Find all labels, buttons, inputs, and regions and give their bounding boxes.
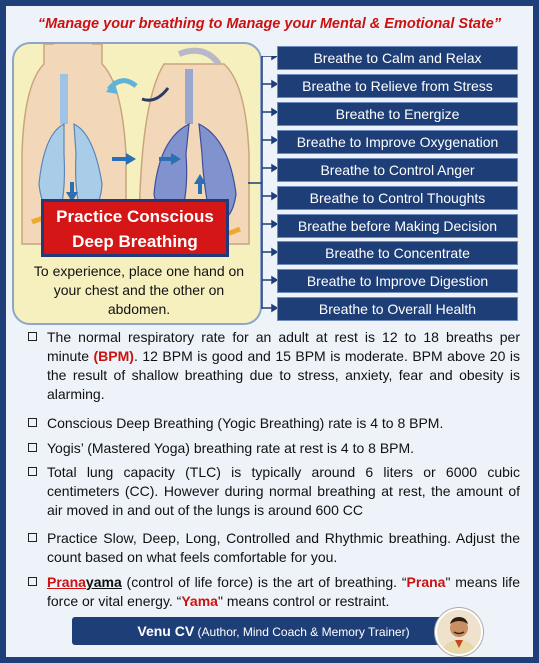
headline: “Manage your breathing to Manage your Mental & Emotional State” xyxy=(37,16,502,32)
fact-pranayama: Pranayama (control of life force) is the art of breathing. “Prana" means life force or vital energy. “Yama" means control or restraint. xyxy=(28,573,520,611)
benefit-control-thoughts[interactable]: Breathe to Control Thoughts xyxy=(277,186,518,210)
benefit-calm-relax[interactable]: Breathe to Calm and Relax xyxy=(277,46,518,70)
author-footer xyxy=(72,617,475,645)
fact-practice: Practice Slow, Deep, Long, Controlled and Rhythmic breathing. Adjust the count based on what feels comfortable for you. xyxy=(28,529,520,567)
practice-line-2: Deep Breathing xyxy=(72,232,198,251)
author-avatar xyxy=(435,608,483,656)
connector-lines xyxy=(248,56,278,316)
checkbox-icon xyxy=(28,467,37,476)
fact-yogis-rate: Yogis’ (Mastered Yoga) breathing rate at rest is 4 to 8 BPM. xyxy=(28,439,520,458)
fact-lung-capacity: Total lung capacity (TLC) is typically around 6 liters or 6000 cubic centimeters (CC). However during normal breathing at rest, the amount of air moved in and out of the lungs is around 600 CC xyxy=(28,463,520,520)
checkbox-icon xyxy=(28,533,37,542)
benefit-decision[interactable]: Breathe before Making Decision xyxy=(277,214,518,238)
checkbox-icon xyxy=(28,577,37,586)
checkbox-icon xyxy=(28,443,37,452)
person-icon xyxy=(437,610,481,654)
benefit-digestion[interactable]: Breathe to Improve Digestion xyxy=(277,269,518,293)
instruction-text: To experience, place one hand on your chest and the other on abdomen. xyxy=(33,263,245,317)
author-role: (Author, Mind Coach & Memory Trainer) xyxy=(194,625,410,639)
benefit-overall-health[interactable]: Breathe to Overall Health xyxy=(277,297,518,321)
bpm-highlight: (BPM) xyxy=(93,348,134,364)
practice-banner xyxy=(41,199,229,257)
benefit-energize[interactable]: Breathe to Energize xyxy=(277,102,518,126)
benefit-control-anger[interactable]: Breathe to Control Anger xyxy=(277,158,518,182)
checkbox-icon xyxy=(28,418,37,427)
benefit-oxygenation[interactable]: Breathe to Improve Oxygenation xyxy=(277,130,518,154)
fact-respiratory-rate: The normal respiratory rate for an adult at rest is 12 to 18 breaths per minute (BPM). 12 BPM is good and 15 BPM is moderate. BPM above 20 is the result of shallow breathing due to stress, anxiety, fear and obesity is alarming. xyxy=(28,328,520,404)
checkbox-icon xyxy=(28,332,37,341)
author-name: Venu CV xyxy=(137,623,195,639)
benefit-relieve-stress[interactable]: Breathe to Relieve from Stress xyxy=(277,74,518,98)
benefit-concentrate[interactable]: Breathe to Concentrate xyxy=(277,241,518,265)
practice-line-1: Practice Conscious xyxy=(56,207,214,226)
fact-yogic-breathing: Conscious Deep Breathing (Yogic Breathing) rate is 4 to 8 BPM. xyxy=(28,414,520,433)
